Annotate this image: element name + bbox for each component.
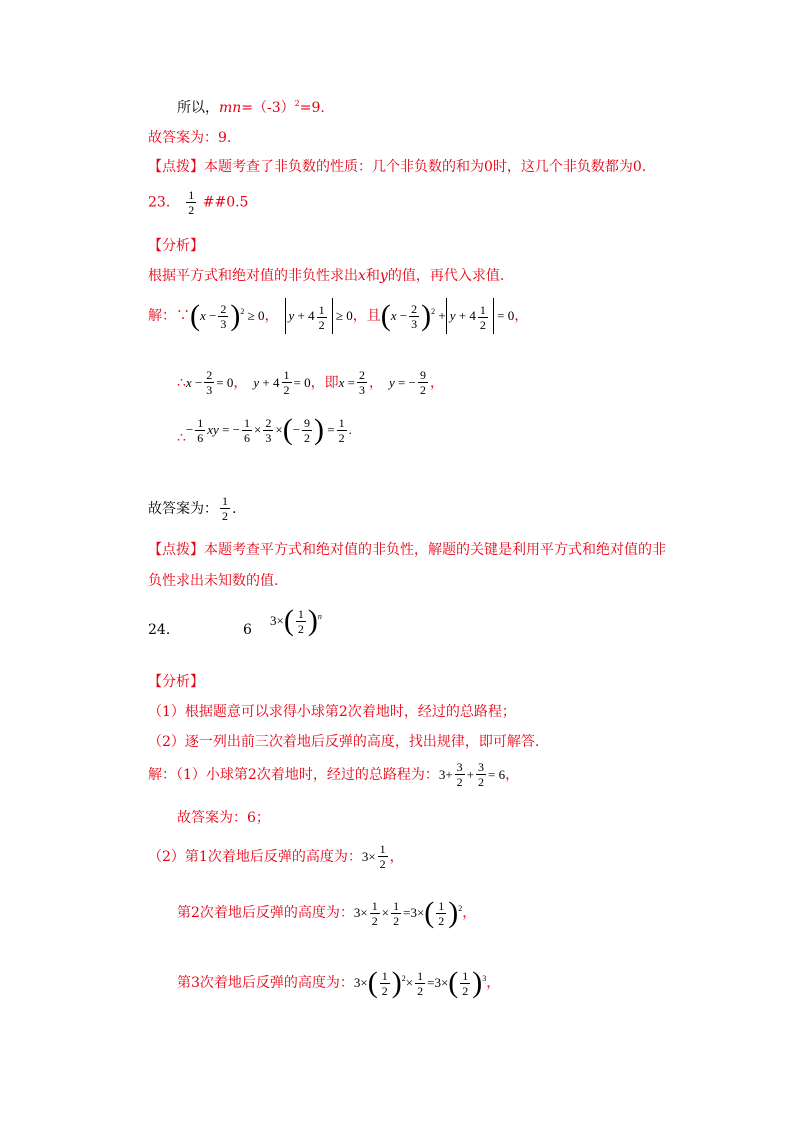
analysis-text-23: 根据平方式和绝对值的非负性求出x和y的值，再代入求值. [148,268,505,284]
solution-23-line3: ∴ − $\frac{1}{6}$ xy = − $\frac{1}{6}$ × $\frac{2}{3}$ × ( − $\frac{9}{2}$ ) = $\frac{1}{2}$ . [177,413,352,446]
answer-24-part1: 故答案为：6； [177,810,270,826]
analysis-24-p1: （1）根据题意可以求得小球第2次着地时，经过的总路程； [148,704,516,720]
solution-24-part1: 解：（1）小球第2次着地时，经过的总路程为： 3 + $\frac{3}{2}$ + $\frac{3}{2}$ = 6 ， [148,760,520,789]
answer-23: 故答案为： 1 2 . [148,494,237,523]
square-expression: ( x − $\frac{2}{3}$ ) $^2$ ≥ 0 [190,299,265,332]
analysis-label-24: 【分析】 [148,674,204,690]
analysis-label-23: 【分析】 [148,238,204,254]
bounce-1: （2）第1次着地后反弹的高度为： 3 × $\frac{1}{2}$ ， [148,842,404,871]
abs-expression: y + 4 $\frac{1}{2}$ ≥ 0 [285,298,353,334]
question-24-answer-1: 6 [243,622,252,638]
question-23-header: 23． $\frac{1}{2}$ ##0.5 [148,188,249,217]
sum-expression: ( x − $\frac{2}{3}$ ) $^2$ + y + 4 $\frac{1}{2}$ = 0 [380,299,515,332]
question-24-answer-2: 3 × ( 1 2 ) $^n$ [270,604,322,637]
tip-23-line2: 负性求出未知数的值. [148,573,279,589]
answer-line-9: 故答案为：9. [148,130,232,146]
analysis-24-p2: （2）逐一列出前三次着地后反弹的高度，找出规律，即可解答. [148,734,540,750]
solution-23-line1: 解：∵ ( x − $\frac{2}{3}$ ) $^2$ ≥ 0 ， y + 4 $\frac{1}{2}$ ≥ 0 ， 且 ( x − $\frac{2}{3}$ ) $^2$ + y + 4 $\frac{1}{2}$ = 0 ， [148,299,529,332]
question-24-number: 24． [148,622,180,638]
tip-line-22: 【点拨】本题考查了非负数的性质：几个非负数的和为0时，这几个非负数都为0. [148,159,647,175]
line-mn-result: 所以，$mn=(-3)^2=9$. [177,99,325,116]
solution-23-line2: ∴ x − $\frac{2}{3}$ = 0 ， y + 4 $\frac{1}{2}$ = 0 ， 即 x = $\frac{2}{3}$ ， y = − $\frac{9}{2}$ ， [177,368,444,397]
bounce-3: 第3次着地后反弹的高度为： 3 × ( 1 2 ) $^2$ × $\frac{1}{2}$ = 3 × ( 1 2 ) $^3$ ， [177,966,501,999]
fraction-half: $\frac{1}{2}$ [188,188,195,217]
tip-23-line1: 【点拨】本题考查平方式和绝对值的非负性，解题的关键是利用平方式和绝对值的非 [148,542,666,558]
bounce-2: 第2次着地后反弹的高度为： 3 × $\frac{1}{2}$ × $\frac{1}{2}$ = 3 × ( 1 2 ) $^2$ ， [177,896,477,929]
